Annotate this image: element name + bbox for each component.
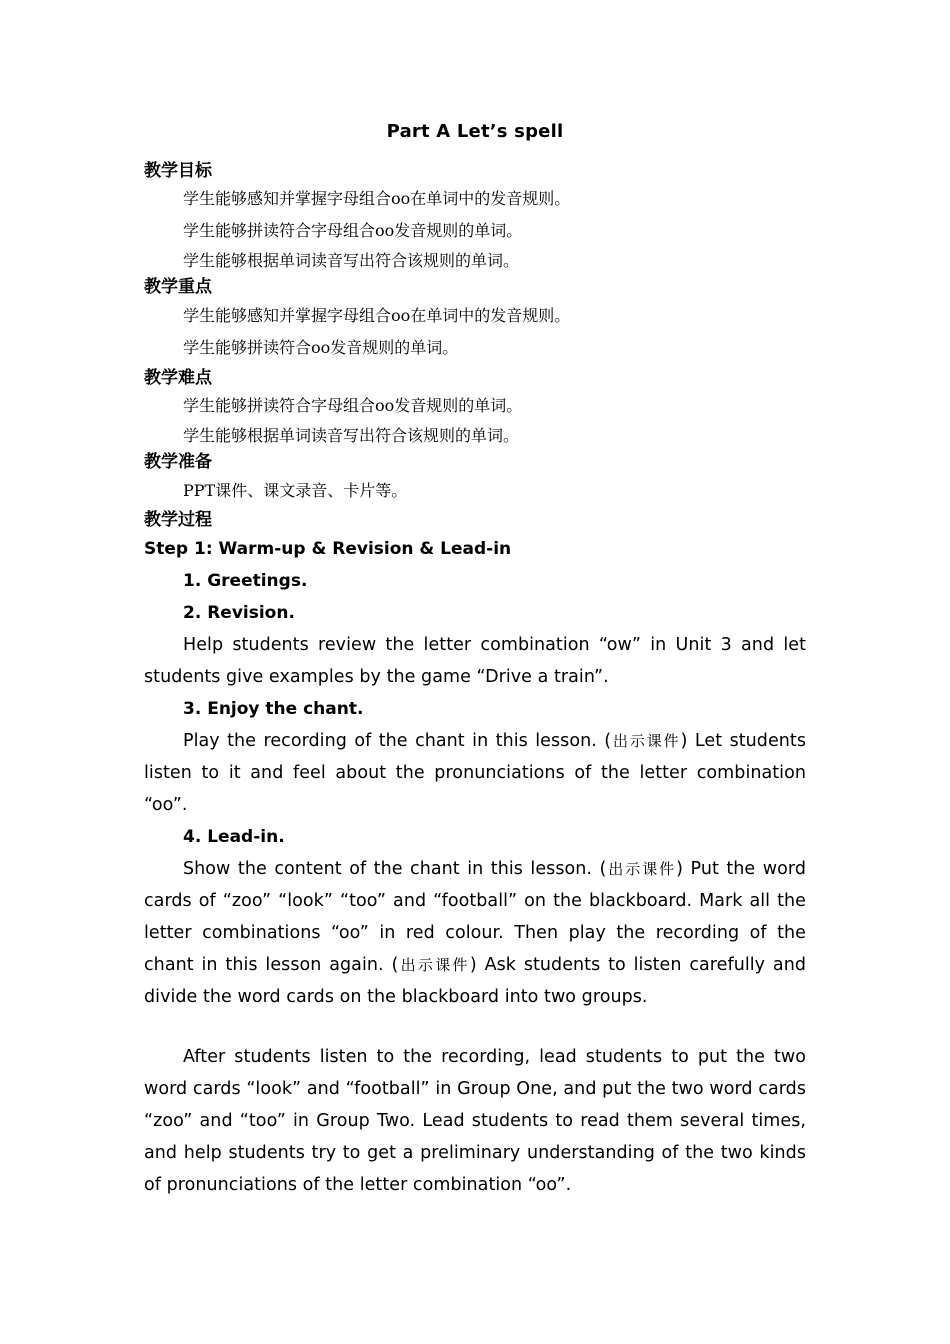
objectives-heading: 教学目标 bbox=[144, 161, 212, 181]
difficulty-item: 学生能够根据单词读音写出符合该规则的单词。 bbox=[183, 426, 520, 445]
chant-paragraph: Play the recording of the chant in this lesson. (出示课件) Let students listen to it and feel about the pronunciations of the letter combination “oo”. bbox=[144, 731, 806, 815]
preparation-heading: 教学准备 bbox=[144, 452, 212, 472]
key-point-item: 学生能够拼读符合oo发音规则的单词。 bbox=[183, 338, 459, 357]
step1-greetings: 1. Greetings. bbox=[183, 571, 308, 591]
page-title: Part A Let’s spell bbox=[386, 121, 564, 142]
key-points-heading: 教学重点 bbox=[144, 277, 212, 297]
revision-paragraph: Help students review the letter combination “ow” in Unit 3 and let students give examples by the game “Drive a train”. bbox=[144, 635, 806, 687]
step1-title: Step 1: Warm-up & Revision & Lead-in bbox=[144, 539, 512, 559]
grouping-paragraph: After students listen to the recording, lead students to put the two word cards “look” and “football” in Group One, and put the two word cards “zoo” and “too” in Group Two. Lead students to read them several times, and help students try to get a preliminary understanding of the two kinds of pronunciations of the letter combination “oo”. bbox=[144, 1047, 806, 1195]
process-heading: 教学过程 bbox=[144, 510, 212, 530]
preparation-item: PPT课件、课文录音、卡片等。 bbox=[183, 481, 408, 500]
objective-item: 学生能够拼读符合字母组合oo发音规则的单词。 bbox=[183, 221, 523, 240]
step1-revision: 2. Revision. bbox=[183, 603, 295, 623]
lead-in-paragraph: Show the content of the chant in this lesson. (出示课件) Put the word cards of “zoo” “look” “too” and “football” on the blackboard. Mark all the letter combinations “oo” in red colour. Then play the recording of the chant in this lesson again. (出示课件) Ask students to listen carefully and divide the word cards on the blackboard into two groups. bbox=[144, 859, 807, 1007]
objective-item: 学生能够根据单词读音写出符合该规则的单词。 bbox=[183, 251, 520, 270]
step1-lead-in: 4. Lead-in. bbox=[183, 827, 285, 847]
difficulties-heading: 教学难点 bbox=[144, 368, 212, 388]
step1-enjoy-chant: 3. Enjoy the chant. bbox=[183, 699, 364, 719]
difficulty-item: 学生能够拼读符合字母组合oo发音规则的单词。 bbox=[183, 396, 523, 415]
key-point-item: 学生能够感知并掌握字母组合oo在单词中的发音规则。 bbox=[183, 306, 571, 325]
objective-item: 学生能够感知并掌握字母组合oo在单词中的发音规则。 bbox=[183, 189, 571, 208]
